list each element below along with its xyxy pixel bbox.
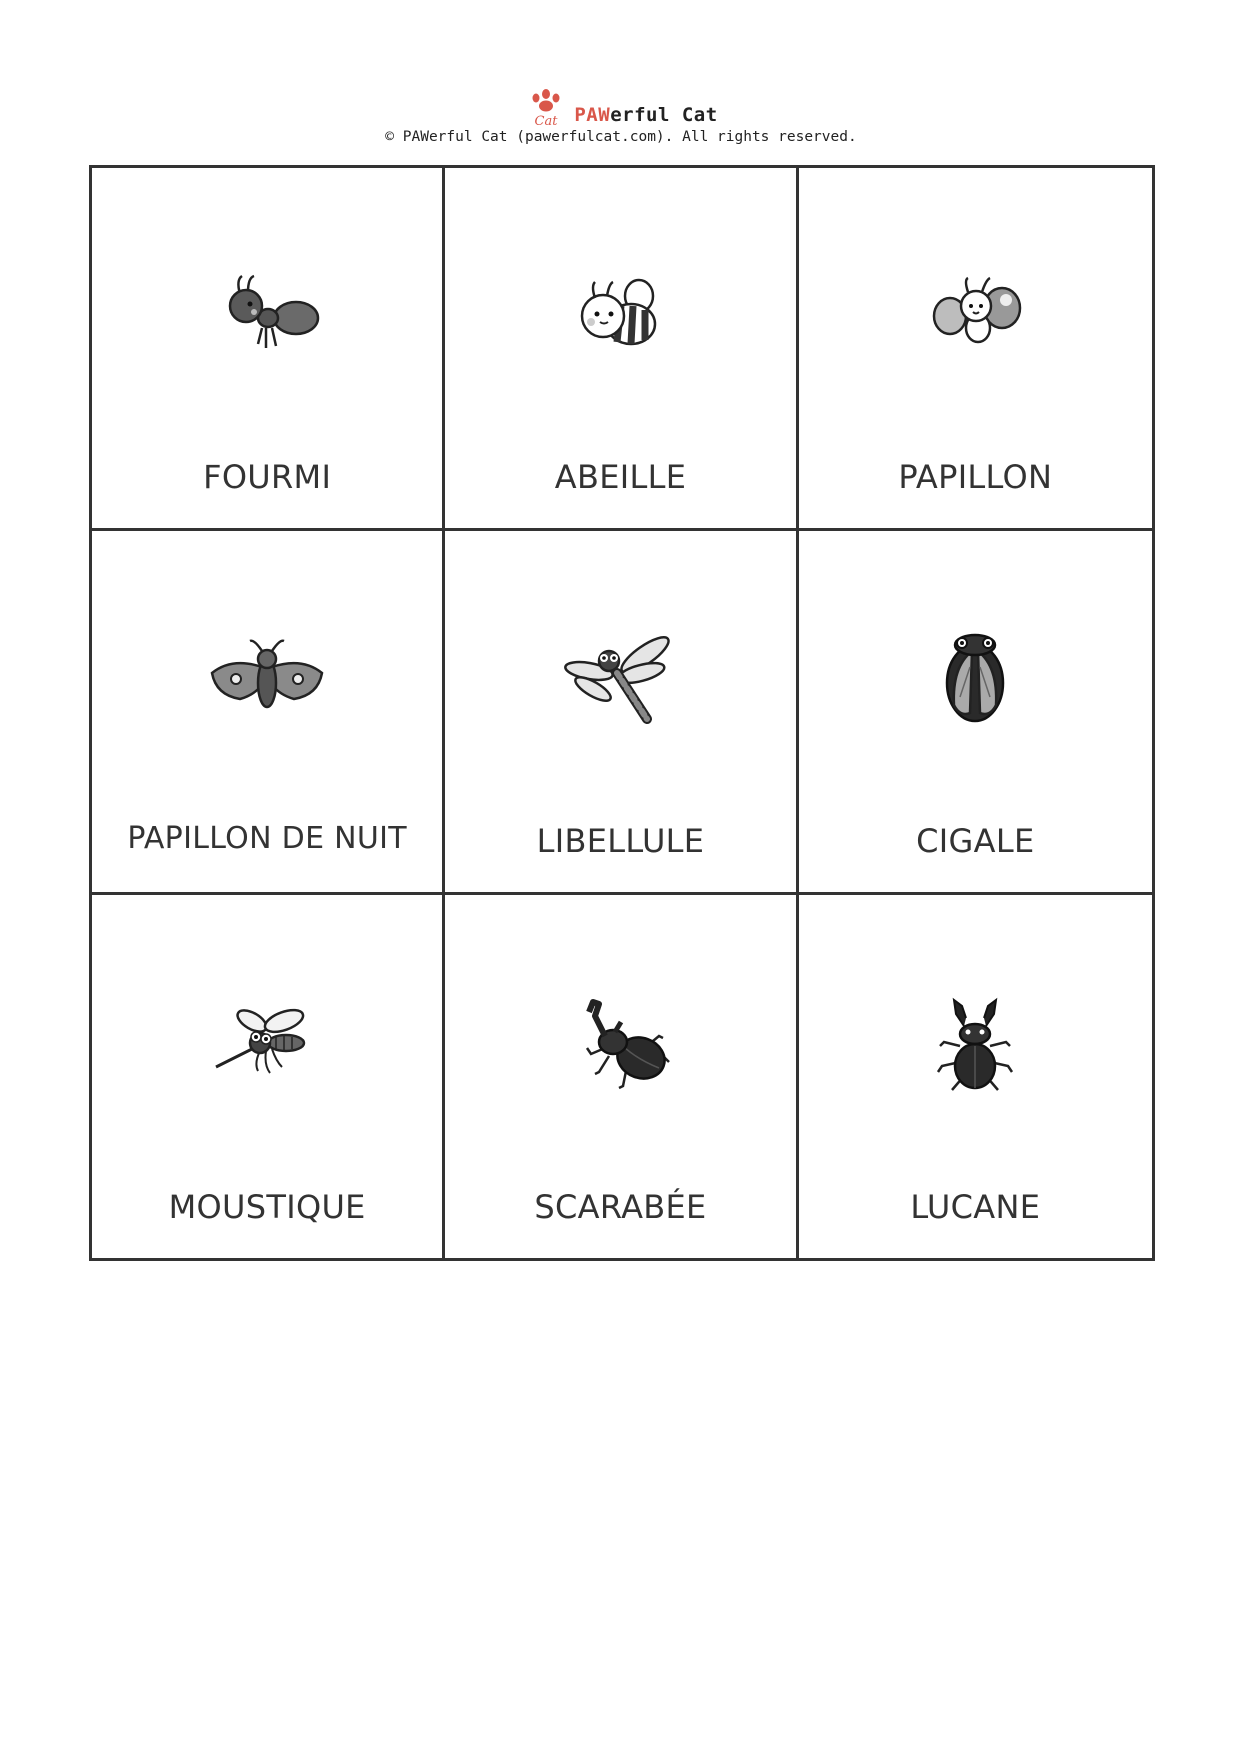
card-label: MOUSTIQUE [168, 1188, 366, 1226]
card-label: LUCANE [910, 1188, 1041, 1226]
ant-icon [202, 270, 332, 370]
card-label: LIBELLULE [536, 821, 705, 860]
brand-rest: erful Cat [610, 104, 718, 126]
paw-logo-icon [524, 84, 568, 128]
bee-icon [555, 270, 685, 370]
card-label: PAPILLON DE NUIT [127, 820, 407, 856]
stag-beetle-icon [910, 991, 1040, 1101]
card-lucane [799, 895, 1152, 1258]
card-libellule [445, 531, 798, 894]
brand-logo [0, 82, 1242, 128]
card-cigale [799, 531, 1152, 894]
dragonfly-icon [555, 633, 685, 733]
moth-icon [202, 633, 332, 733]
butterfly-icon [910, 270, 1040, 370]
copyright-text: © PAWerful Cat (pawerfulcat.com). All rights reserved. [385, 129, 857, 145]
card-label: CIGALE [916, 821, 1035, 860]
logo-text: Cat [534, 114, 558, 128]
card-papillon [799, 168, 1152, 531]
card-abeille [445, 168, 798, 531]
card-label: FOURMI [203, 458, 332, 497]
beetle-icon [555, 991, 685, 1101]
card-scarabee [445, 895, 798, 1258]
card-fourmi [92, 168, 445, 531]
card-label: ABEILLE [554, 458, 687, 497]
brand-name [574, 104, 717, 126]
card-papillon-de-nuit [92, 531, 445, 894]
page-header [0, 82, 1242, 145]
card-label: PAPILLON [898, 458, 1053, 497]
card-label: SCARABÉE [534, 1188, 707, 1226]
flashcard-grid [89, 165, 1155, 1261]
mosquito-icon [202, 997, 332, 1097]
card-moustique [92, 895, 445, 1258]
cicada-icon [910, 617, 1040, 737]
brand-accent: PAW [574, 104, 611, 126]
